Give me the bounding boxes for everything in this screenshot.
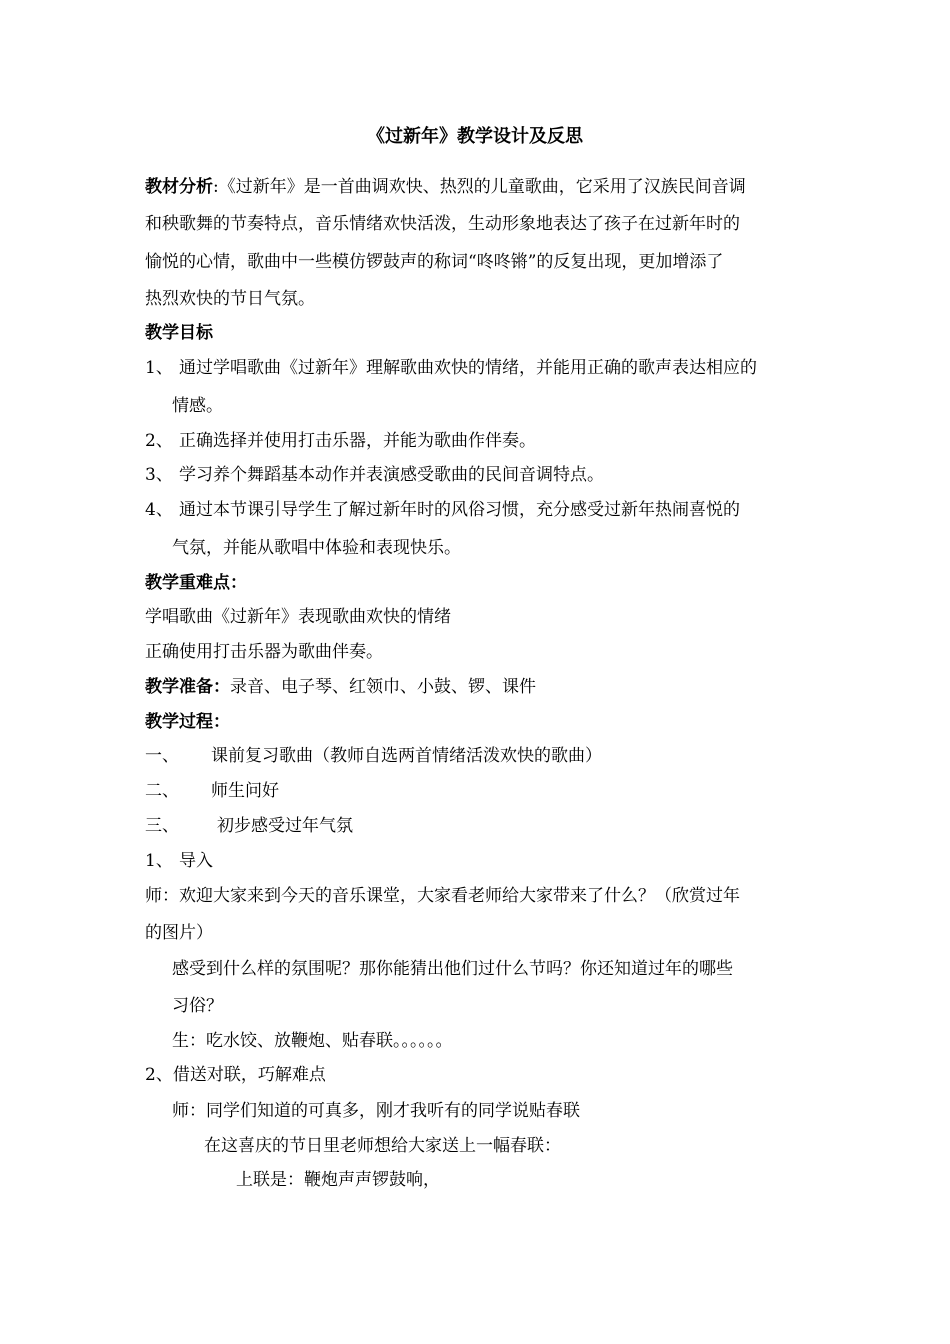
teacher-line-2: 的图片）: [145, 923, 213, 943]
keypoint-2: 正确使用打击乐器为歌曲伴奏。: [145, 642, 383, 662]
process-heading: 教学过程：: [145, 712, 230, 732]
step-text: 师生问好: [211, 781, 279, 801]
process-step-3: [145, 813, 353, 839]
step-number: 一、: [145, 746, 179, 766]
goal-number: 3、: [145, 465, 173, 485]
teacher-line-4: 习俗？: [172, 996, 223, 1016]
goal-item-4: [145, 497, 740, 523]
process-step-1: [145, 743, 602, 769]
goal-item-4-cont: 气氛，并能从歌唱中体验和表现快乐。: [172, 538, 461, 558]
goal-item-1-cont: 情感。: [172, 396, 223, 416]
step-text: 课前复习歌曲（教师自选两首情绪活泼欢快的歌曲）: [211, 746, 602, 766]
keypoint-1: 学唱歌曲《过新年》表现歌曲欢快的情绪: [145, 607, 451, 627]
step-text: 初步感受过年气氛: [217, 816, 353, 836]
goal-number: 4、: [145, 500, 173, 520]
goal-item-1: [145, 355, 757, 381]
sub-step-2: 2、借送对联，巧解难点: [145, 1065, 326, 1085]
sub-step-text: 导入: [179, 851, 213, 871]
keypoints-heading: 教学重难点：: [145, 573, 247, 593]
goal-item-3: [145, 462, 604, 488]
sub-step-number: 1、: [145, 851, 173, 871]
analysis-line-1: [145, 174, 746, 200]
prep-line: [145, 674, 536, 700]
analysis-line-2: 和秧歌舞的节奏特点，音乐情绪欢快活泼，生动形象地表达了孩子在过新年时的: [145, 214, 740, 234]
teacher-line-6: 在这喜庆的节日里老师想给大家送上一幅春联：: [204, 1136, 561, 1156]
step-number: 三、: [145, 816, 179, 836]
teacher-line-3: 感受到什么样的氛围呢？那你能猜出他们过什么节吗？你还知道过年的哪些: [172, 959, 733, 979]
process-step-2: [145, 778, 279, 804]
analysis-colon: :: [213, 177, 219, 197]
prep-text: 录音、电子琴、红领巾、小鼓、锣、课件: [230, 677, 536, 697]
goal-text: 正确选择并使用打击乐器，并能为歌曲作伴奏。: [179, 431, 536, 451]
couplet-line-1: 上联是：鞭炮声声锣鼓响，: [236, 1170, 440, 1190]
sub-step-1: [145, 848, 213, 874]
goal-number: 1、: [145, 358, 173, 378]
step-number: 二、: [145, 781, 179, 801]
analysis-line-4: 热烈欢快的节日气氛。: [145, 289, 315, 309]
student-line-1: 生：吃水饺、放鞭炮、贴春联。。。。。。: [172, 1031, 453, 1051]
goal-item-2: [145, 428, 536, 454]
analysis-label: 教材分析: [145, 177, 213, 197]
prep-label: 教学准备：: [145, 677, 230, 697]
goals-heading: 教学目标: [145, 323, 213, 343]
goal-text: 通过学唱歌曲《过新年》理解歌曲欢快的情绪，并能用正确的歌声表达相应的: [179, 358, 757, 378]
goal-text: 通过本节课引导学生了解过新年时的风俗习惯，充分感受过新年热闹喜悦的: [179, 500, 740, 520]
teacher-line-1: 师：欢迎大家来到今天的音乐课堂，大家看老师给大家带来了什么？（欣赏过年: [145, 886, 740, 906]
analysis-line-3: 愉悦的心情，歌曲中一些模仿锣鼓声的称词“咚咚锵”的反复出现，更加增添了: [145, 252, 724, 272]
document-title: 《过新年》教学设计及反思: [367, 126, 583, 147]
goal-number: 2、: [145, 431, 173, 451]
analysis-text-1: 《过新年》是一首曲调欢快、热烈的儿童歌曲，它采用了汉族民间音调: [218, 177, 746, 197]
goal-text: 学习养个舞蹈基本动作并表演感受歌曲的民间音调特点。: [179, 465, 604, 485]
teacher-line-5: 师：同学们知道的可真多，刚才我听有的同学说贴春联: [172, 1101, 580, 1121]
